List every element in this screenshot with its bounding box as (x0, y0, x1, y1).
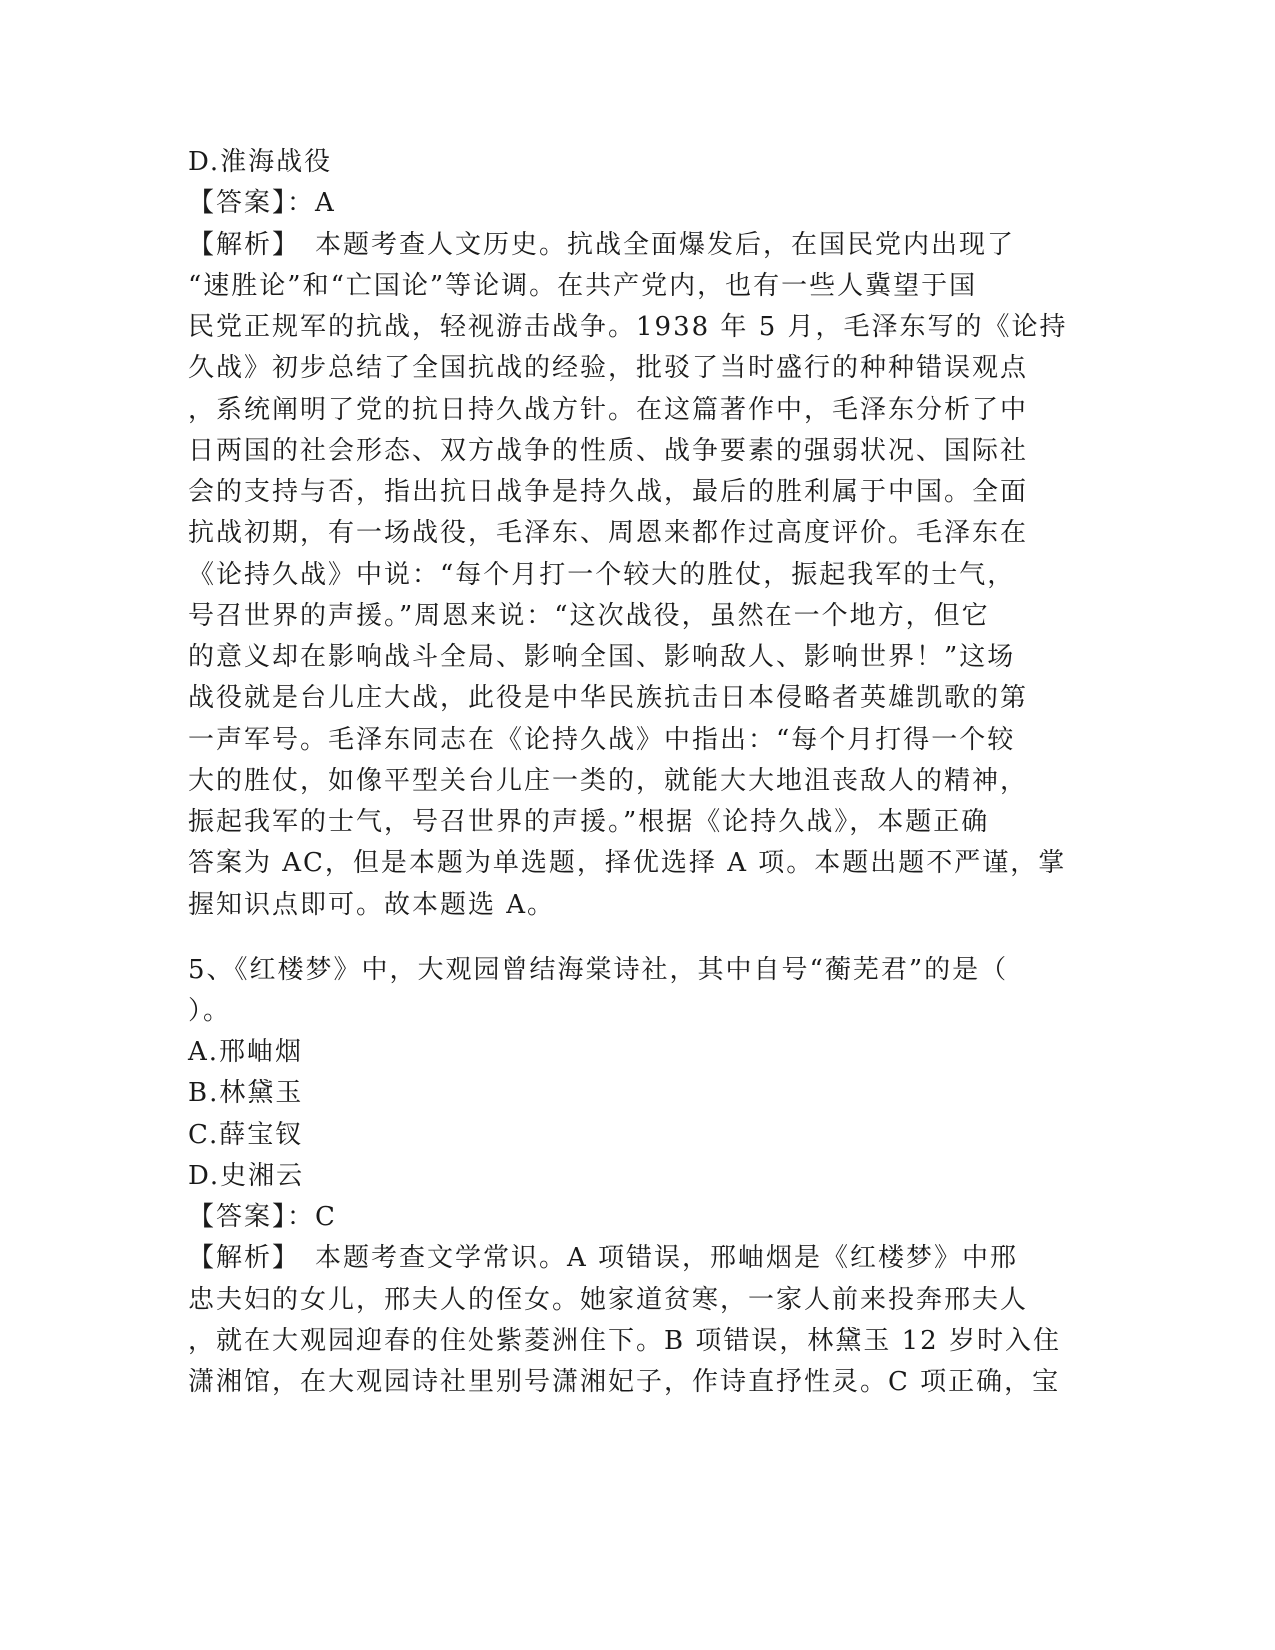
analysis-line: 【解析】 本题考查文学常识。A 项错误，邢岫烟是《红楼梦》中邢 (188, 1243, 1019, 1273)
analysis-line: 忠夫妇的女儿，邢夫人的侄女。她家道贫寒，一家人前来投奔邢夫人 (188, 1285, 1029, 1315)
answer-label: 【答案】：C (188, 1202, 337, 1232)
analysis-line: 答案为 AC，但是本题为单选题，择优选择 A 项。本题出题不严谨，掌 (188, 848, 1067, 878)
analysis-line: 抗战初期，有一场战役，毛泽东、周恩来都作过高度评价。毛泽东在 (188, 518, 1029, 548)
analysis-line: 久战》初步总结了全国抗战的经验，批驳了当时盛行的种种错误观点 (188, 353, 1029, 383)
analysis-line: ，就在大观园迎春的住处紫菱洲住下。B 项错误，林黛玉 12 岁时入住 (188, 1326, 1061, 1356)
answer-label: 【答案】：A (188, 188, 336, 218)
option-d: D.史湘云 (188, 1161, 305, 1191)
analysis-line: 战役就是台儿庄大战，此役是中华民族抗击日本侵略者英雄凯歌的第 (188, 683, 1029, 713)
analysis-line: 民党正规军的抗战，轻视游击战争。1938 年 5 月，毛泽东写的《论持 (188, 312, 1068, 342)
analysis-line: 一声军号。毛泽东同志在《论持久战》中指出：“每个月打得一个较 (188, 725, 1016, 755)
analysis-line: ，系统阐明了党的抗日持久战方针。在这篇著作中，毛泽东分析了中 (188, 395, 1029, 425)
question-stem: ）。 (188, 996, 232, 1026)
analysis-line: 的意义却在影响战斗全局、影响全国、影响敌人、影响世界！”这场 (188, 642, 1016, 672)
analysis-line: 振起我军的士气，号召世界的声援。”根据《论持久战》，本题正确 (188, 807, 990, 837)
analysis-line: 【解析】 本题考查人文历史。抗战全面爆发后，在国民党内出现了 (188, 230, 1016, 260)
analysis-line: 潇湘馆，在大观园诗社里别号潇湘妃子，作诗直抒性灵。C 项正确，宝 (188, 1367, 1061, 1397)
analysis-line: 会的支持与否，指出抗日战争是持久战，最后的胜利属于中国。全面 (188, 477, 1029, 507)
analysis-line: 握知识点即可。故本题选 A。 (188, 890, 556, 920)
analysis-line: 《论持久战》中说：“每个月打一个较大的胜仗，振起我军的士气， (188, 560, 1016, 590)
analysis-line: 号召世界的声援。”周恩来说：“这次战役，虽然在一个地方，但它 (188, 601, 990, 631)
option-c: C.薛宝钗 (188, 1120, 304, 1150)
analysis-line: 日两国的社会形态、双方战争的性质、战争要素的强弱状况、国际社 (188, 436, 1029, 466)
analysis-line: 大的胜仗，如像平型关台儿庄一类的，就能大大地沮丧敌人的精神， (188, 766, 1029, 796)
question-stem: 5、《红楼梦》中，大观园曾结海棠诗社，其中自号“蘅芜君”的是（ (188, 955, 1009, 985)
option-a: A.邢岫烟 (188, 1037, 304, 1067)
option-d: D.淮海战役 (188, 147, 333, 177)
option-b: B.林黛玉 (188, 1078, 304, 1108)
analysis-line: “速胜论”和“亡国论”等论调。在共产党内，也有一些人冀望于国 (188, 271, 978, 301)
